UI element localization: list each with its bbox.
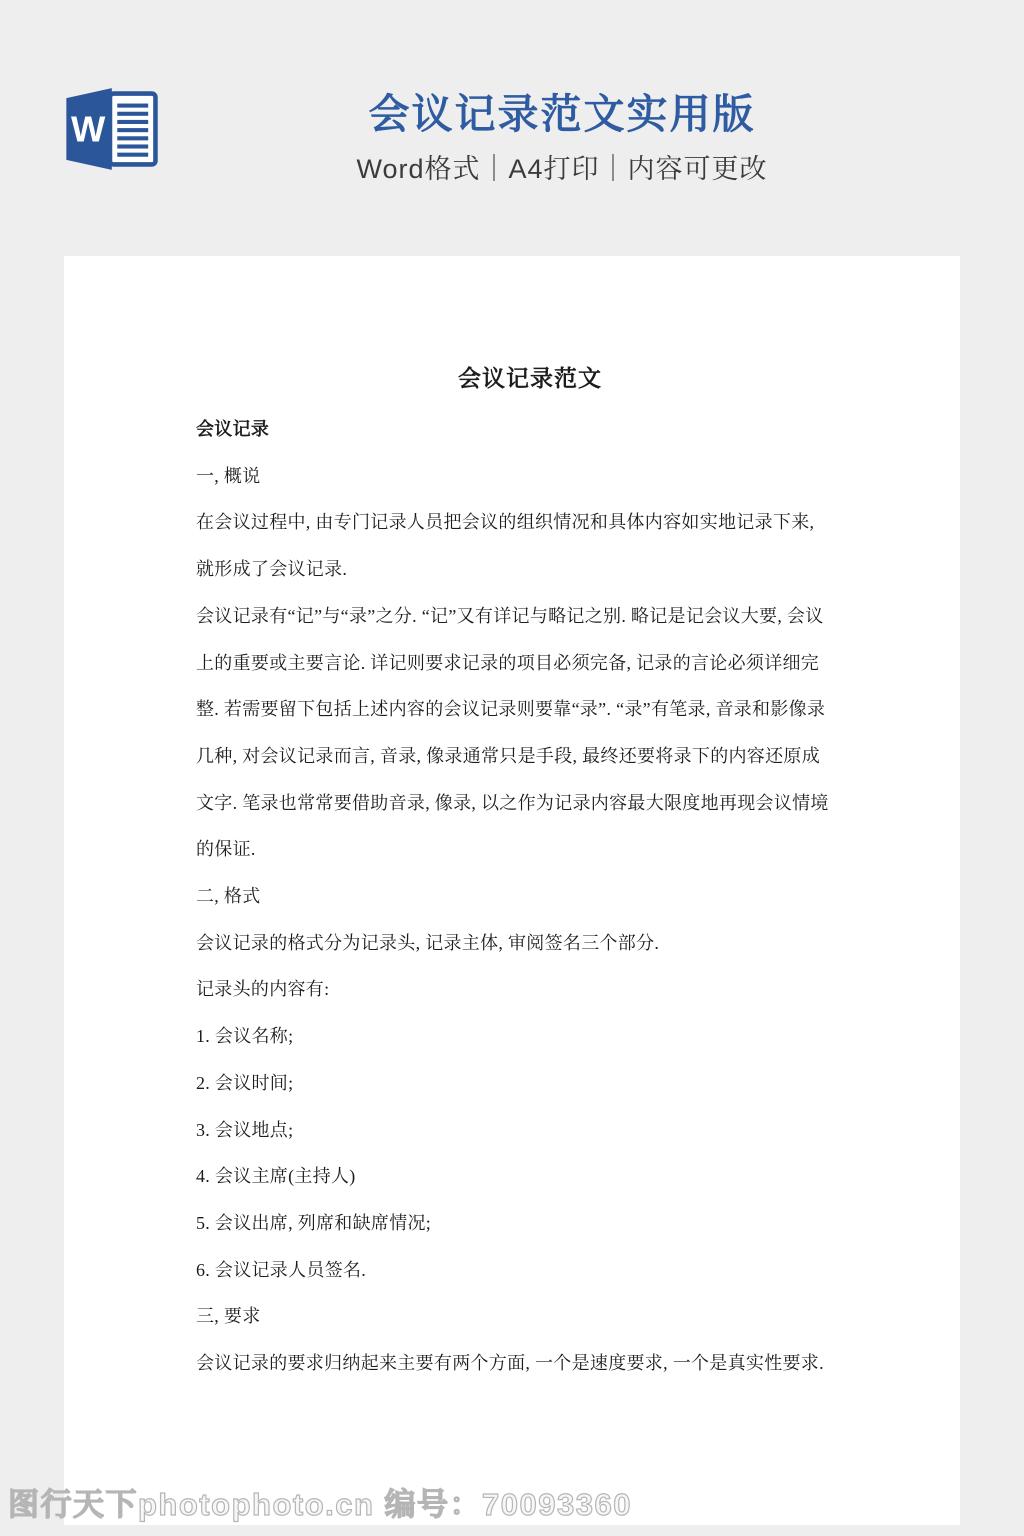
template-subtitle: Word格式｜A4打印｜内容可更改 (356, 154, 768, 184)
doc-line: 上的重要或主要言论. 详记则要求记录的项目必须完备, 记录的言论必须详细完 (196, 652, 820, 673)
doc-line: 整. 若需要留下包括上述内容的会议记录则要靠“录”. “录”有笔录, 音录和影像录 (196, 699, 826, 720)
doc-line: 会议记录的格式分为记录头, 记录主体, 审阅签名三个部分. (196, 932, 660, 953)
document-body (196, 364, 864, 1387)
word-logo-icon (60, 83, 160, 175)
header-text-block (185, 90, 939, 186)
document-page (64, 256, 960, 1525)
doc-line: 一, 概说 (196, 465, 261, 486)
doc-line: 记录头的内容有: (196, 979, 330, 1000)
doc-line: 6. 会议记录人员签名. (196, 1259, 367, 1280)
header (0, 0, 1024, 256)
template-title: 会议记录范文实用版 (368, 91, 756, 137)
doc-line: 二, 格式 (196, 886, 261, 907)
doc-line: 文字. 笔录也常常要借助音录, 像录, 以之作为记录内容最大限度地再现会议情境 (196, 792, 829, 813)
doc-line: 几种, 对会议记录而言, 音录, 像录通常只是手段, 最终还要将录下的内容还原成 (196, 745, 820, 766)
watermark: 图行天下photophoto.cn 编号：70093360 (8, 1487, 632, 1522)
doc-line: 的保证. (196, 839, 256, 860)
doc-line: 就形成了会议记录. (196, 559, 348, 580)
doc-line: 2. 会议时间; (196, 1072, 294, 1093)
svg-text:W: W (71, 108, 106, 150)
doc-line: 在会议过程中, 由专门记录人员把会议的组织情况和具体内容如实地记录下来, (196, 512, 815, 533)
doc-line: 4. 会议主席(主持人) (196, 1166, 356, 1187)
doc-line: 会议记录的要求归纳起来主要有两个方面, 一个是速度要求, 一个是真实性要求. (196, 1353, 824, 1374)
doc-line: 三, 要求 (196, 1306, 261, 1327)
doc-line: 会议记录 (196, 419, 270, 439)
doc-line: 3. 会议地点; (196, 1119, 294, 1140)
document-lines (196, 406, 864, 1387)
doc-line: 5. 会议出席, 列席和缺席情况; (196, 1212, 432, 1233)
doc-line: 会议记录有“记”与“录”之分. “记”又有详记与略记之别. 略记是记会议大要, 会议 (196, 605, 824, 626)
document-title: 会议记录范文 (458, 366, 602, 391)
doc-line: 1. 会议名称; (196, 1026, 294, 1047)
